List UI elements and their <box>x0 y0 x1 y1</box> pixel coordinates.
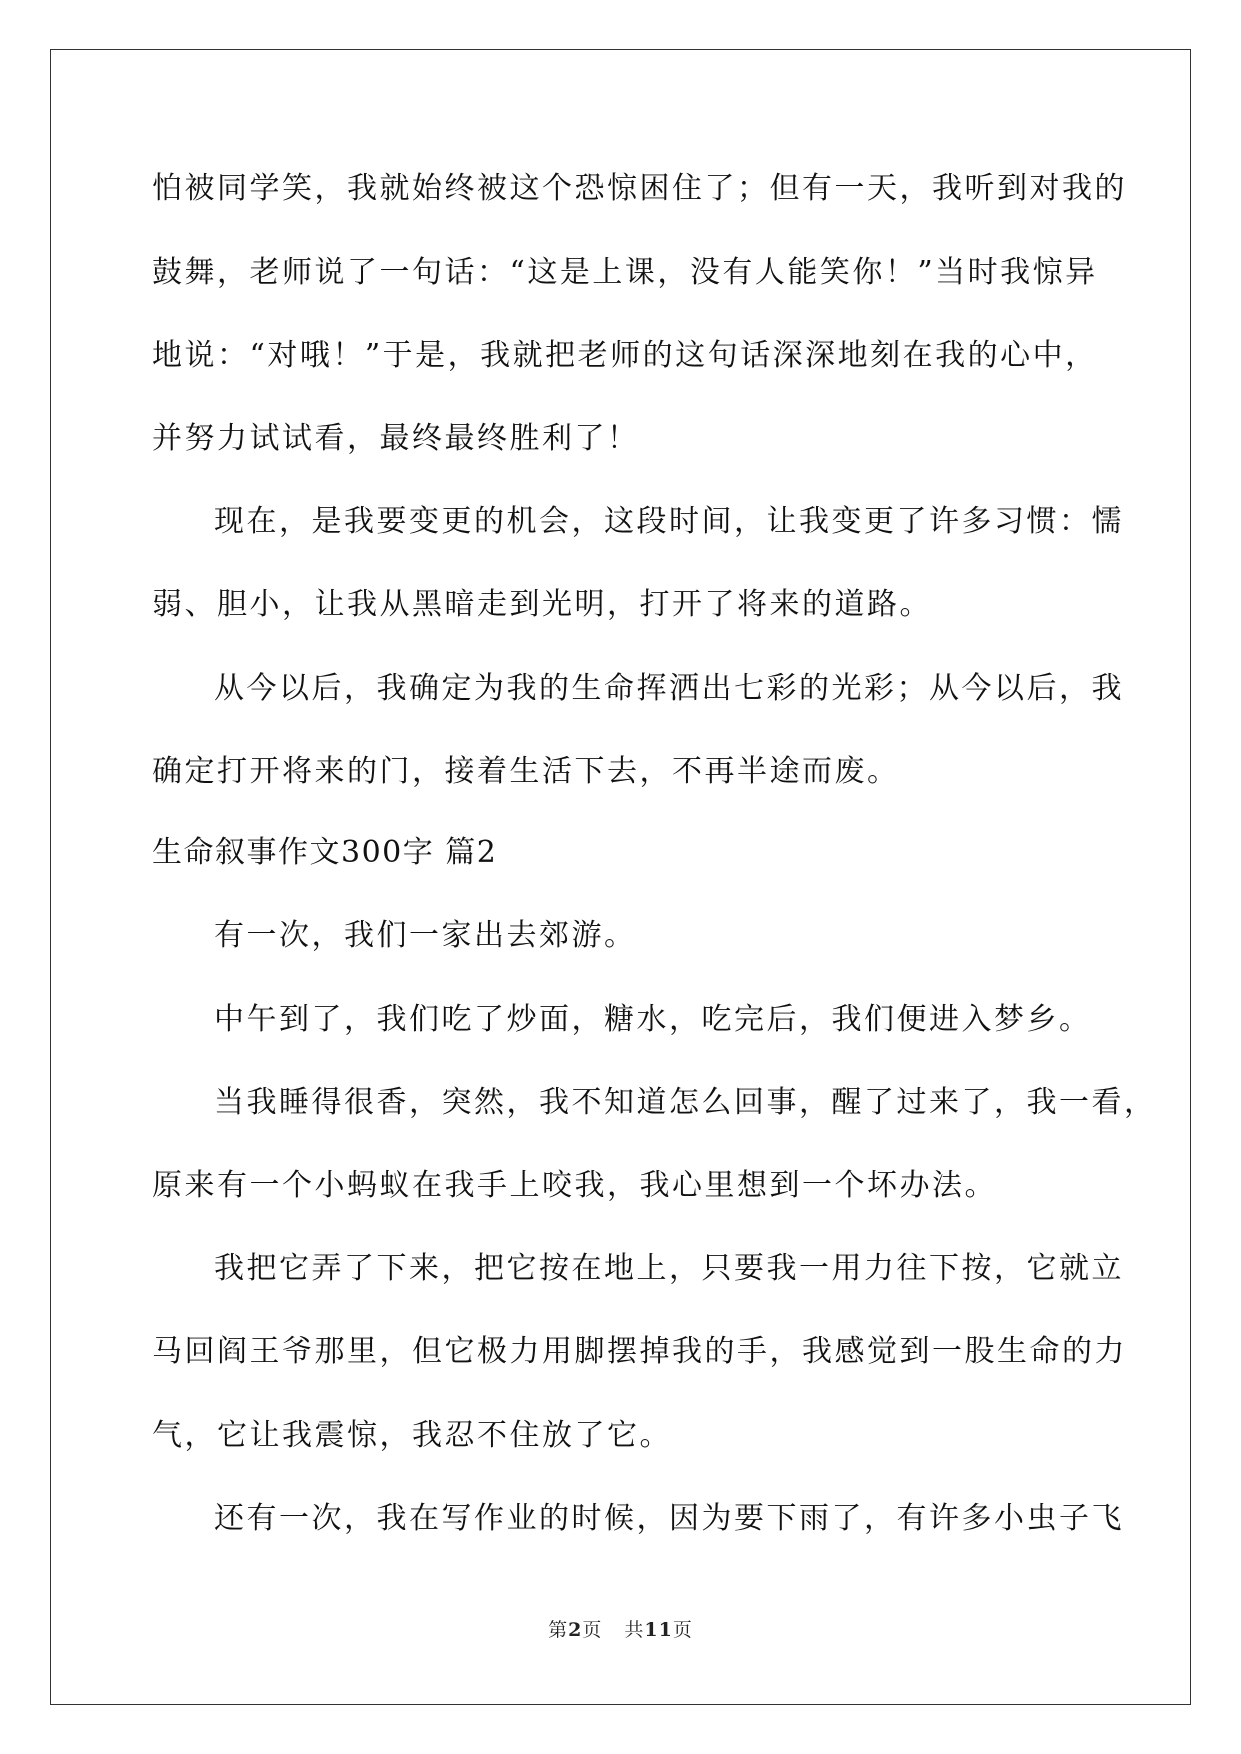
body-line: 原来有一个小蚂蚁在我手上咬我，我心里想到一个坏办法。 <box>152 1168 997 1203</box>
body-line: 地说：“对哦！”于是，我就把老师的这句话深深地刻在我的心中， <box>152 338 1098 373</box>
footer-page-prefix: 第 <box>548 1619 569 1641</box>
body-line: 鼓舞，老师说了一句话：“这是上课，没有人能笑你！”当时我惊异 <box>152 255 1098 290</box>
footer-total-suffix: 页 <box>672 1619 693 1641</box>
body-line: 怕被同学笑，我就始终被这个恐惊困住了；但有一天，我听到对我的 <box>152 171 1127 206</box>
body-line: 中午到了，我们吃了炒面，糖水，吃完后，我们便进入梦乡。 <box>214 1002 1092 1037</box>
body-line: 现在，是我要变更的机会，这段时间，让我变更了许多习惯：懦 <box>214 504 1124 539</box>
body-line: 气，它让我震惊，我忍不住放了它。 <box>152 1418 672 1453</box>
body-line: 并努力试试看，最终最终胜利了！ <box>152 421 640 456</box>
body-line: 马回阎王爷那里，但它极力用脚摆掉我的手，我感觉到一股生命的力 <box>152 1334 1127 1369</box>
body-line: 有一次，我们一家出去郊游。 <box>214 918 637 953</box>
section-heading: 生命叙事作文300字 篇2 <box>152 835 498 870</box>
footer-page-suffix: 页 <box>582 1619 603 1641</box>
footer-page-total: 11 <box>644 1619 673 1641</box>
body-line: 当我睡得很香，突然，我不知道怎么回事，醒了过来了，我一看， <box>214 1085 1157 1120</box>
page-border <box>50 49 1191 1705</box>
body-line: 还有一次，我在写作业的时候，因为要下雨了，有许多小虫子飞 <box>214 1501 1124 1536</box>
page-number-footer <box>0 1618 1241 1642</box>
body-line: 弱、胆小，让我从黑暗走到光明，打开了将来的道路。 <box>152 587 932 622</box>
footer-page-current: 2 <box>568 1619 583 1641</box>
body-line: 我把它弄了下来，把它按在地上，只要我一用力往下按，它就立 <box>214 1251 1124 1286</box>
body-line: 确定打开将来的门，接着生活下去，不再半途而废。 <box>152 754 900 789</box>
footer-total-prefix: 共 <box>624 1619 645 1641</box>
body-line: 从今以后，我确定为我的生命挥洒出七彩的光彩；从今以后，我 <box>214 671 1124 706</box>
